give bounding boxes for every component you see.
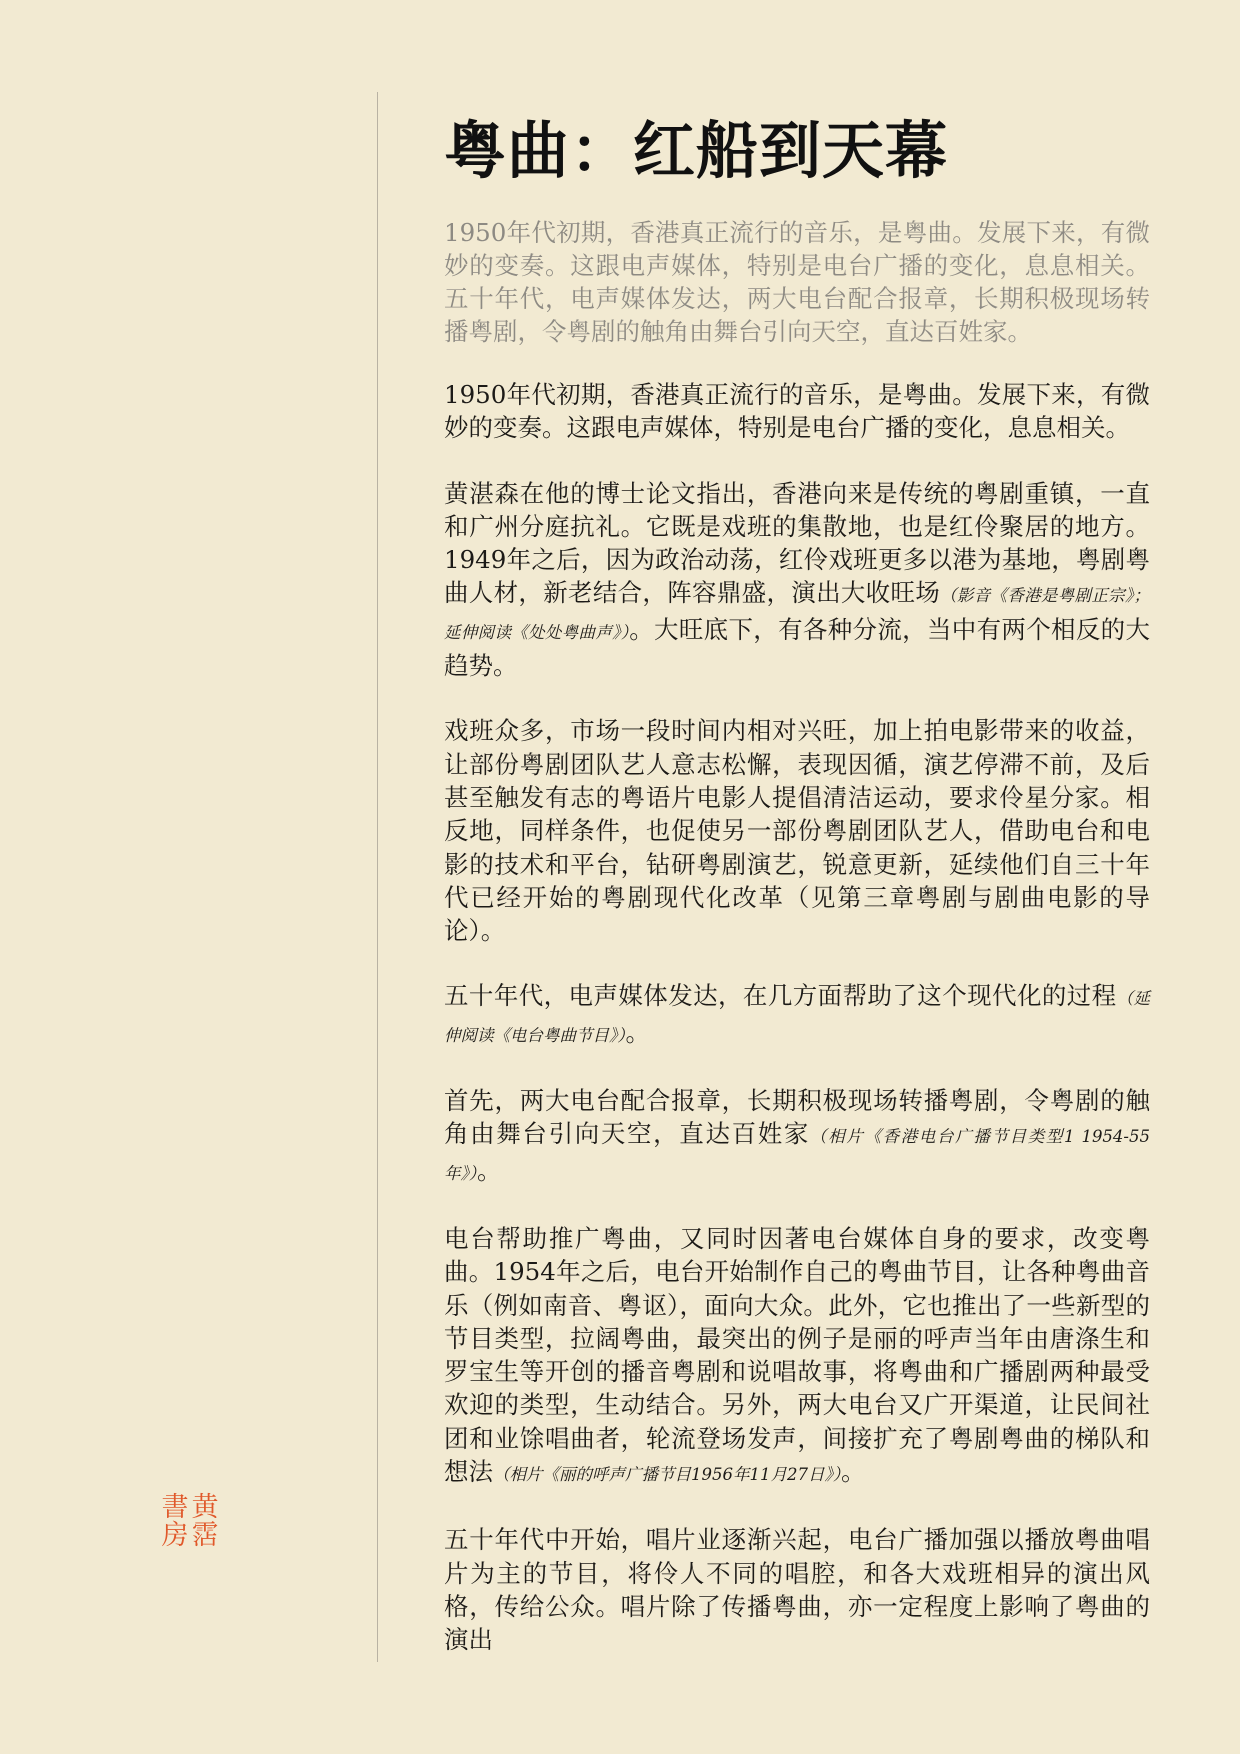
seal-char: 書	[161, 1492, 189, 1523]
article	[444, 110, 1150, 1689]
lead-summary: 1950年代初期，香港真正流行的音乐，是粤曲。发展下来，有微妙的变奏。这跟电声媒体，特别是电台广播的变化，息息相关。五十年代，电声媒体发达，两大电台配合报章，长期积极现场转播粤剧，令粤剧的触角由舞台引向天空，直达百姓家。	[444, 218, 1150, 346]
seal-char: 房	[161, 1520, 189, 1551]
photo-reference-link[interactable]: （相片《香港电台广播节目类型1 1954-55年》）	[444, 1127, 1151, 1183]
paragraph-text: 首先，两大电台配合报章，长期积极现场转播粤剧，令粤剧的触角由舞台引向天空，直达百姓家	[444, 1086, 1150, 1149]
paragraph	[444, 378, 1150, 445]
paragraph-text: 戏班众多，市场一段时间内相对兴旺，加上拍电影带来的收益，让部份粤剧团队艺人意志松懈，表现因循，演艺停滞不前，及后甚至触发有志的粤语片电影人提倡清洁运动，要求伶星分家。相反地，同样条件，也促使另一部份粤剧团队艺人，借助电台和电影的技术和平台，钻研粤剧演艺，锐意更新，延续他们自三十年代已经开始的粤剧现代化改革（见第三章粤剧与剧曲电影的导论）。	[444, 716, 1150, 946]
paragraph-text: 1950年代初期，香港真正流行的音乐，是粤曲。发展下来，有微妙的变奏。这跟电声媒体，特别是电台广播的变化，息息相关。	[444, 380, 1150, 443]
paragraph-text: 。	[840, 1457, 866, 1487]
seal-char: 霑	[191, 1520, 219, 1551]
page-title: 粤曲：红船到天幕	[444, 114, 949, 187]
paragraph	[444, 477, 1150, 683]
paragraph	[444, 714, 1150, 947]
paragraph-text: 电台帮助推广粤曲，又同时因著电台媒体自身的要求，改变粤曲。1954年之后，电台开始制作自己的粤曲节目，让各种粤曲音乐（例如南音、粤讴），面向大众。此外，它也推出了一些新型的节目类型，拉阔粤曲，最突出的例子是丽的呼声当年由唐涤生和罗宝生等开创的播音粤剧和说唱故事，将粤曲和广播剧两种最受欢迎的类型，生动结合。另外，两大电台又广开渠道，让民间社团和业馀唱曲者，轮流登场发声，间接扩充了粤剧粤曲的梯队和想法	[444, 1223, 1150, 1487]
paragraph	[444, 1222, 1150, 1491]
paragraph-text: 黄湛森在他的博士论文指出，香港向来是传统的粤剧重镇，一直和广州分庭抗礼。它既是戏班的集散地，也是红伶聚居的地方。1949年之后，因为政治动荡，红伶戏班更多以港为基地，粤剧粤曲人材，新老结合，阵容鼎盛，演出大收旺场	[444, 478, 1150, 608]
paragraph	[444, 1523, 1150, 1656]
paragraph-text: 。	[625, 1017, 650, 1047]
photo-reference-link[interactable]: （相片《丽的呼声广播节目1956年11月27日》）	[493, 1465, 841, 1485]
paragraph	[444, 979, 1150, 1052]
vertical-divider	[377, 92, 378, 1662]
seal-char: 黄	[191, 1492, 219, 1523]
further-reading-link[interactable]: （延伸阅读《电台粤曲节目》）	[444, 989, 1151, 1045]
paragraph-text: 。大旺底下，有各种分流，当中有两个相反的大趋势。	[444, 614, 1150, 681]
seal-logo	[160, 1494, 220, 1550]
media-reference-link[interactable]: （影音《香港是粤剧正宗》；延伸阅读《处处粤曲声》）	[444, 586, 1150, 642]
paragraph-text: 。	[477, 1155, 502, 1185]
paragraph-text: 五十年代中开始，唱片业逐渐兴起，电台广播加强以播放粤曲唱片为主的节目，将伶人不同的唱腔，和各大戏班相异的演出风格，传给公众。唱片除了传播粤曲，亦一定程度上影响了粤曲的演出	[444, 1525, 1150, 1655]
paragraph-text: 五十年代，电声媒体发达，在几方面帮助了这个现代化的过程	[444, 981, 1117, 1011]
paragraph	[444, 1084, 1150, 1190]
